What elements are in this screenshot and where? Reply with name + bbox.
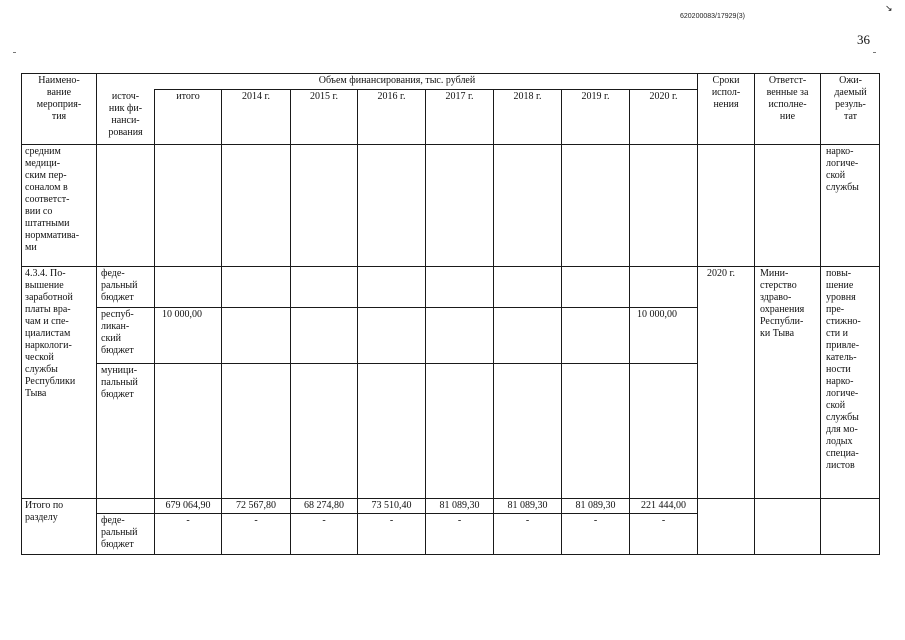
cell-federal-value: -	[254, 515, 258, 526]
cell-deadline: 2020 г.	[707, 268, 735, 279]
cell-republic-total: 10 000,00	[162, 309, 202, 320]
page-number: 36	[857, 32, 870, 47]
cell-responsible: Мини- стерство здраво- охранения Республи- ки Тыва	[760, 268, 805, 339]
cell-source-republic: респуб- ликан- ский бюджет	[101, 309, 134, 356]
cell-total-value: 73 510,40	[371, 500, 412, 511]
cell-federal-value: -	[322, 515, 326, 526]
cell-total-value: 72 567,80	[236, 500, 276, 511]
header-deadline: Сроки испол- нения	[711, 75, 741, 110]
grid-line	[425, 89, 426, 555]
grid-line	[21, 498, 880, 499]
cell-federal-value: -	[389, 515, 394, 526]
cell-result: повы- шение уровня пре- стижно- сти и привле- катель- ности нарко- логиче- ской службы для мо- лодых специа- листов	[826, 268, 861, 471]
header-year: 2020 г.	[649, 91, 678, 102]
cell-total-value: 81 089,30	[575, 500, 616, 511]
grid-line	[221, 89, 222, 555]
cell-federal-value: -	[593, 515, 598, 526]
scan-artifact-dash	[873, 52, 876, 53]
cell-source-municipal: муници- пальный бюджет	[101, 365, 138, 400]
header-year: 2019 г.	[581, 91, 610, 102]
header-total: итого	[176, 91, 200, 102]
cell-federal-value: -	[661, 515, 666, 526]
cell-total-value: 81 089,30	[507, 500, 548, 511]
header-year: 2015 г.	[310, 91, 338, 102]
grid-line	[96, 307, 697, 308]
grid-line	[154, 89, 697, 90]
cell-result-cont: нарко- логиче- ской службы	[826, 146, 859, 193]
grid-line	[96, 363, 697, 364]
header-year: 2014 г.	[242, 91, 270, 102]
grid-line	[561, 89, 562, 555]
cell-federal-value: -	[457, 515, 462, 526]
grid-line	[754, 73, 755, 555]
grid-line	[96, 73, 97, 555]
cell-measure-name: 4.3.4. По- вышение заработной платы вра- чам и спе- циалистам наркологи- ческой службы Республики Тыва	[25, 268, 76, 399]
grid-line	[96, 513, 697, 514]
grid-line	[697, 73, 698, 555]
document-code: 620200083/17929(3)	[680, 13, 746, 20]
cell-total-value: 68 274,80	[304, 500, 344, 511]
header-source: источ- ник фи- нанси- рования	[108, 91, 143, 138]
cell-total-label: Итого по разделу	[25, 500, 64, 523]
grid-line	[629, 89, 630, 555]
cell-federal-value: -	[186, 515, 190, 526]
header-year: 2018 г.	[513, 91, 542, 102]
grid-line	[21, 266, 880, 267]
cell-source-federal: феде- ральный бюджет	[101, 268, 138, 303]
header-funding-group: Объем финансирования, тыс. рублей	[318, 75, 476, 86]
cell-measure-name-cont: средним медици- ским пер- соналом в соответст- вии со штатными нормматива- ми	[25, 146, 80, 253]
grid-line	[493, 89, 494, 555]
header-result: Ожи- даемый резуль- тат	[834, 75, 867, 122]
cell-federal-value: -	[525, 515, 530, 526]
grid-line	[820, 73, 821, 555]
header-name: Наимено- вание мероприя- тия	[36, 75, 82, 122]
header-year: 2016 г.	[377, 91, 406, 102]
cell-republic-2020: 10 000,00	[637, 309, 677, 320]
header-year: 2017 г.	[445, 91, 474, 102]
grid-line	[357, 89, 358, 555]
scan-artifact-dash	[13, 52, 16, 53]
cell-total-value: 221 444,00	[641, 500, 686, 511]
grid-line	[154, 89, 155, 555]
cell-total-value: 81 089,30	[439, 500, 480, 511]
corner-mark: ↘	[885, 3, 893, 13]
cell-total-value: 679 064,90	[165, 500, 211, 511]
header-responsible: Ответст- венные за исполне- ние	[766, 75, 809, 122]
cell-total-source-federal: феде- ральный бюджет	[101, 515, 138, 550]
grid-line	[290, 89, 291, 555]
grid-line	[21, 144, 880, 145]
